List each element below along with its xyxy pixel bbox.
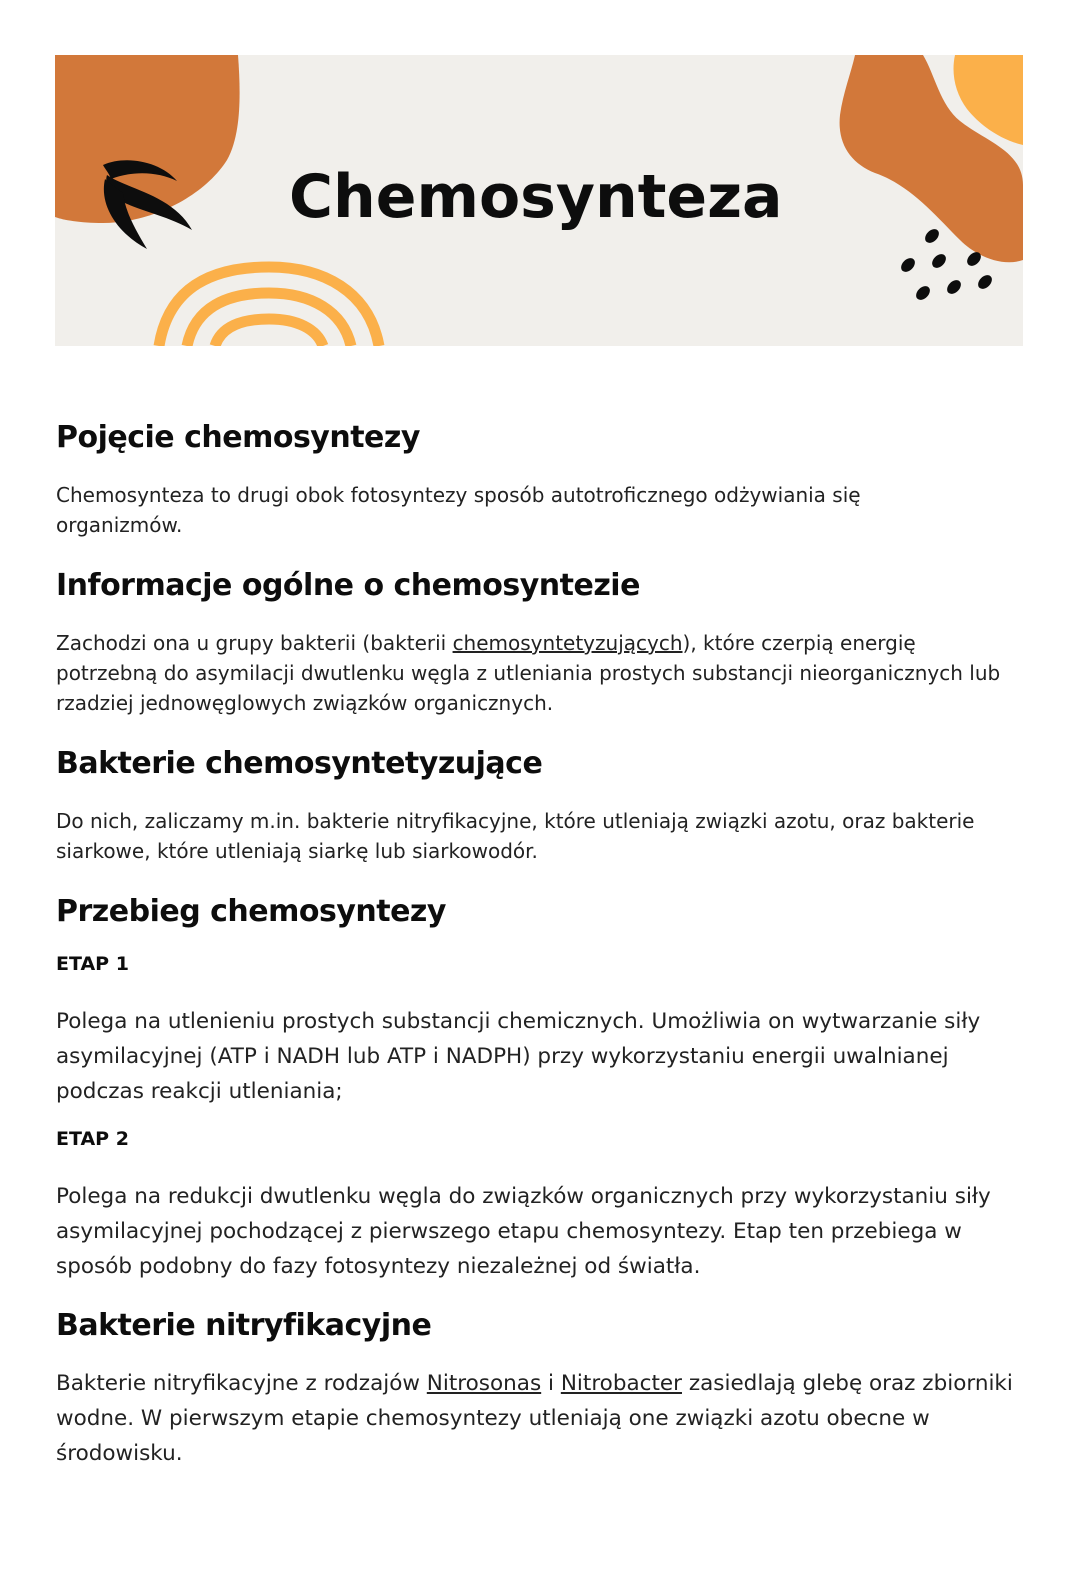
section-heading-przebieg: Przebieg chemosyntezy xyxy=(56,894,446,929)
link-nitrobacter[interactable]: Nitrobacter xyxy=(560,1371,682,1396)
section-text-informacje xyxy=(56,628,1016,718)
section-text-pojecie: Chemosynteza to drugi obok fotosyntezy sposób autotroficznego odżywiania się organizmów. xyxy=(56,483,861,537)
link-nitrosonas[interactable]: Nitrosonas xyxy=(426,1371,542,1396)
etap-1-label: ETAP 1 xyxy=(56,953,129,975)
text-segment: ), które czerpią energię potrzebną do asymilacji dwutlenku węgla z utleniania prostych substancji nieorganicznych lub rzadziej jednowęglowych związków organicznych. xyxy=(56,631,1001,715)
section-heading-nitryfikacyjne: Bakterie nitryfikacyjne xyxy=(56,1308,432,1343)
section-heading-bakterie-chemo: Bakterie chemosyntetyzujące xyxy=(56,746,543,781)
section-heading-pojecie: Pojęcie chemosyntezy xyxy=(56,420,420,455)
text-segment: Zachodzi ona u grupy bakterii (bakterii xyxy=(56,631,453,655)
etap-1-text: Polega na utlenieniu prostych substancji chemicznych. Umożliwia on wytwarzanie siły asymilacyjnej (ATP i NADH lub ATP i NADPH) przy wykorzystaniu energii uwalnianej podczas reakcji utleniania; xyxy=(56,1009,981,1104)
text-segment: Bakterie nitryfikacyjne z rodzajów xyxy=(56,1371,427,1396)
document-body xyxy=(56,418,1028,1471)
section-heading-informacje: Informacje ogólne o chemosyntezie xyxy=(56,568,640,603)
text-segment: i xyxy=(541,1371,561,1396)
header-banner xyxy=(55,55,1023,346)
etap-2-text: Polega na redukcji dwutlenku węgla do związków organicznych przy wykorzystaniu siły asymilacyjnej pochodzącej z pierwszego etapu chemosyntezy. Etap ten przebiega w sposób podobny do fazy fotosyntezy niezależnej od światła. xyxy=(56,1184,991,1279)
page-title: Chemosynteza xyxy=(289,162,783,232)
etap-2-label: ETAP 2 xyxy=(56,1128,129,1150)
section-text-nitryfikacyjne xyxy=(56,1366,1016,1471)
link-chemosyntetyzujacych[interactable]: chemosyntetyzujących xyxy=(452,631,683,655)
concentric-arcs-icon xyxy=(159,267,379,346)
section-text-bakterie-chemo: Do nich, zaliczamy m.in. bakterie nitryfikacyjne, które utleniają związki azotu, oraz bakterie siarkowe, które utleniają siarkę lub siarkowodór. xyxy=(56,809,975,863)
text-segment: zasiedlają glebę oraz zbiorniki wodne. W pierwszym etapie chemosyntezy utleniają one związki azotu obecne w środowisku. xyxy=(56,1371,1013,1466)
